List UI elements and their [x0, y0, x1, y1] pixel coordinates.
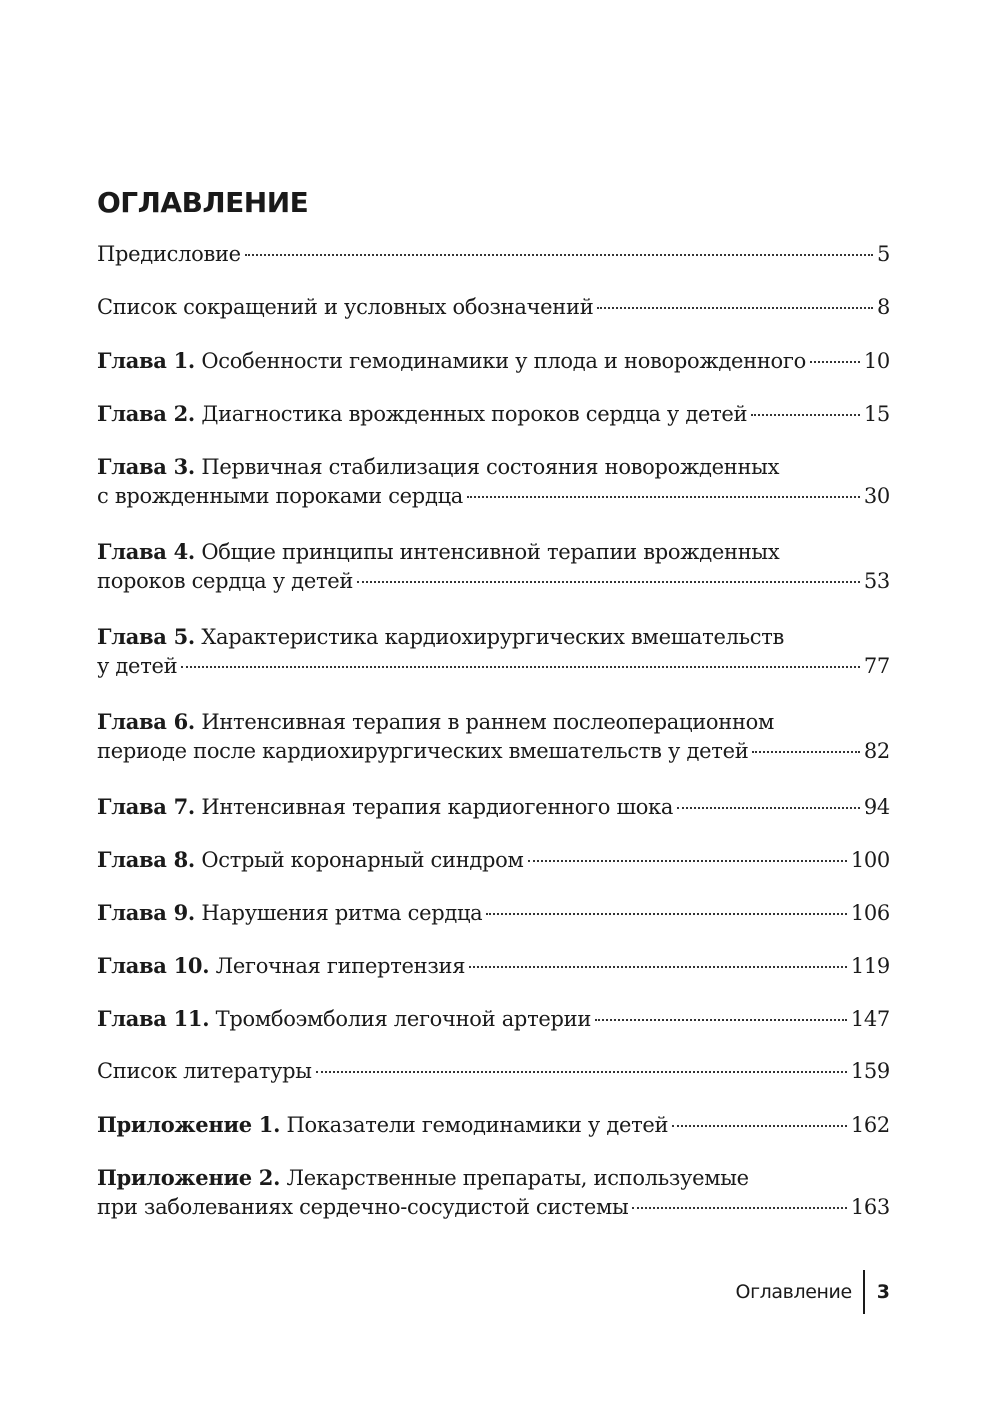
toc-entry[interactable]	[97, 1057, 890, 1086]
toc-entry-row	[97, 792, 890, 822]
toc-entry-heading	[97, 898, 482, 928]
toc-entry-label: Глава 9.	[97, 900, 195, 925]
toc-entry[interactable]	[97, 792, 890, 821]
toc-entry-label: Приложение 1.	[97, 1112, 281, 1137]
toc-entry-row	[97, 567, 890, 596]
dot-leader	[357, 581, 860, 583]
toc-entry-title: Диагностика врожденных пороков сердца у детей	[194, 402, 748, 426]
toc-entry[interactable]	[97, 1163, 890, 1221]
toc-entry-title: Характеристика кардиохирургических вмешательств	[194, 625, 785, 649]
toc-entry-page-number: 5	[876, 242, 890, 266]
toc-entry-label: Приложение 2.	[97, 1165, 281, 1190]
toc-entry-title-continuation: периоде после кардиохирургических вмешательств у детей	[97, 739, 749, 763]
toc-entry-label: Глава 11.	[97, 1006, 210, 1031]
toc-entry[interactable]	[97, 240, 890, 269]
page-number: 3	[876, 1281, 890, 1303]
toc-entry[interactable]	[97, 293, 890, 322]
toc-entry-row	[97, 652, 890, 681]
toc-entry-label: Глава 5.	[97, 624, 195, 649]
page	[97, 0, 890, 1420]
toc-entry-heading	[97, 293, 593, 322]
toc-entry[interactable]	[97, 399, 890, 428]
toc-entry-row	[97, 845, 890, 875]
toc-entry-page-number: 94	[863, 795, 890, 819]
toc-entry-title: Интенсивная терапия в раннем послеоперационном	[194, 710, 775, 734]
toc-entry-label: Глава 1.	[97, 348, 195, 373]
dot-leader	[677, 807, 860, 809]
toc-entry-page-number: 82	[863, 739, 890, 763]
toc-entry-first-line	[97, 622, 890, 652]
toc-entry-heading	[97, 240, 241, 269]
toc-entry-row	[97, 293, 890, 322]
toc-entry-row	[97, 951, 890, 981]
toc-entry-label: Глава 4.	[97, 539, 195, 564]
toc-entry[interactable]	[97, 845, 890, 874]
toc-entry[interactable]	[97, 1004, 890, 1033]
toc-entry-row	[97, 1110, 890, 1140]
toc-entry-label: Глава 8.	[97, 847, 195, 872]
toc-entry[interactable]	[97, 1110, 890, 1139]
toc-entry-first-line	[97, 707, 890, 737]
page-title: ОГЛАВЛЕНИЕ	[97, 186, 309, 219]
toc-entry-label: Глава 7.	[97, 794, 195, 819]
toc-entry-page-number: 53	[863, 569, 890, 593]
toc-entry-heading	[97, 845, 524, 875]
toc-entry-title: Первичная стабилизация состояния новорожденных	[194, 455, 780, 479]
toc-entry[interactable]	[97, 452, 890, 510]
toc-entry-row	[97, 1193, 890, 1222]
toc-entry-label: Глава 3.	[97, 454, 195, 479]
toc-entry-title: Легочная гипертензия	[209, 954, 466, 978]
toc-entry-heading	[97, 399, 747, 429]
toc-entry-heading	[97, 792, 673, 822]
toc-entry-page-number: 8	[876, 295, 890, 319]
toc-entry-page-number: 162	[850, 1113, 890, 1137]
toc-entry-title: Список сокращений и условных обозначений	[97, 295, 594, 319]
toc-entry-page-number: 106	[850, 901, 890, 925]
toc-entry-title-continuation: с врожденными пороками сердца	[97, 484, 463, 508]
toc-entry-first-line	[97, 537, 890, 567]
dot-leader	[672, 1125, 847, 1127]
dot-leader	[528, 860, 847, 862]
dot-leader	[595, 1019, 847, 1021]
dot-leader	[181, 666, 860, 668]
toc-entry-first-line	[97, 1163, 890, 1193]
toc-entry-page-number: 15	[863, 402, 890, 426]
toc-entry-page-number: 77	[863, 654, 890, 678]
toc-entry-heading	[97, 1110, 668, 1140]
toc-entry-heading	[97, 1057, 312, 1086]
toc-entry-row	[97, 1004, 890, 1034]
toc-entry-heading	[97, 1004, 591, 1034]
toc-entry-title: Острый коронарный синдром	[194, 848, 524, 872]
toc-entry-title: Показатели гемодинамики у детей	[280, 1113, 669, 1137]
toc-entry-title: Лекарственные препараты, используемые	[280, 1166, 749, 1190]
dot-leader	[467, 496, 860, 498]
toc-entry-title: Интенсивная терапия кардиогенного шока	[194, 795, 674, 819]
table-of-contents	[97, 240, 890, 1248]
toc-entry-row	[97, 399, 890, 429]
toc-entry-title-continuation: при заболеваниях сердечно-сосудистой системы	[97, 1195, 629, 1219]
toc-entry-title-continuation: пороков сердца у детей	[97, 569, 354, 593]
dot-leader	[632, 1207, 846, 1209]
toc-entry-page-number: 119	[850, 954, 890, 978]
toc-entry-row	[97, 737, 890, 766]
toc-entry[interactable]	[97, 707, 890, 765]
dot-leader	[597, 307, 873, 309]
toc-entry-page-number: 163	[850, 1195, 890, 1219]
toc-entry-label: Глава 2.	[97, 401, 195, 426]
toc-entry-row	[97, 346, 890, 376]
dot-leader	[486, 913, 846, 915]
toc-entry[interactable]	[97, 537, 890, 595]
toc-entry-title: Особенности гемодинамики у плода и новорожденного	[194, 349, 806, 373]
toc-entry-heading	[97, 346, 806, 376]
dot-leader	[245, 254, 873, 256]
dot-leader	[752, 751, 859, 753]
toc-entry-page-number: 10	[863, 349, 890, 373]
toc-entry-page-number: 147	[850, 1007, 890, 1031]
toc-entry[interactable]	[97, 898, 890, 927]
running-header: Оглавление	[735, 1281, 852, 1303]
toc-entry-title: Список литературы	[97, 1059, 312, 1083]
page-footer	[736, 1270, 890, 1314]
toc-entry-title: Нарушения ритма сердца	[194, 901, 483, 925]
dot-leader	[316, 1071, 847, 1073]
toc-entry-title: Общие принципы интенсивной терапии врожденных	[194, 540, 780, 564]
toc-entry-page-number: 159	[850, 1059, 890, 1083]
toc-entry-row	[97, 898, 890, 928]
toc-entry-row	[97, 1057, 890, 1086]
toc-entry-page-number: 30	[863, 484, 890, 508]
dot-leader	[469, 966, 847, 968]
toc-entry-label: Глава 6.	[97, 709, 195, 734]
toc-entry-row	[97, 240, 890, 269]
toc-entry[interactable]	[97, 951, 890, 980]
toc-entry-label: Глава 10.	[97, 953, 210, 978]
toc-entry-page-number: 100	[850, 848, 890, 872]
toc-entry-title-continuation: у детей	[97, 654, 178, 678]
toc-entry[interactable]	[97, 622, 890, 680]
dot-leader	[751, 414, 860, 416]
toc-entry-heading	[97, 951, 465, 981]
toc-entry[interactable]	[97, 346, 890, 375]
toc-entry-row	[97, 482, 890, 511]
toc-entry-title: Предисловие	[97, 242, 241, 266]
dot-leader	[810, 361, 860, 363]
toc-entry-first-line	[97, 452, 890, 482]
toc-entry-title: Тромбоэмболия легочной артерии	[209, 1007, 592, 1031]
